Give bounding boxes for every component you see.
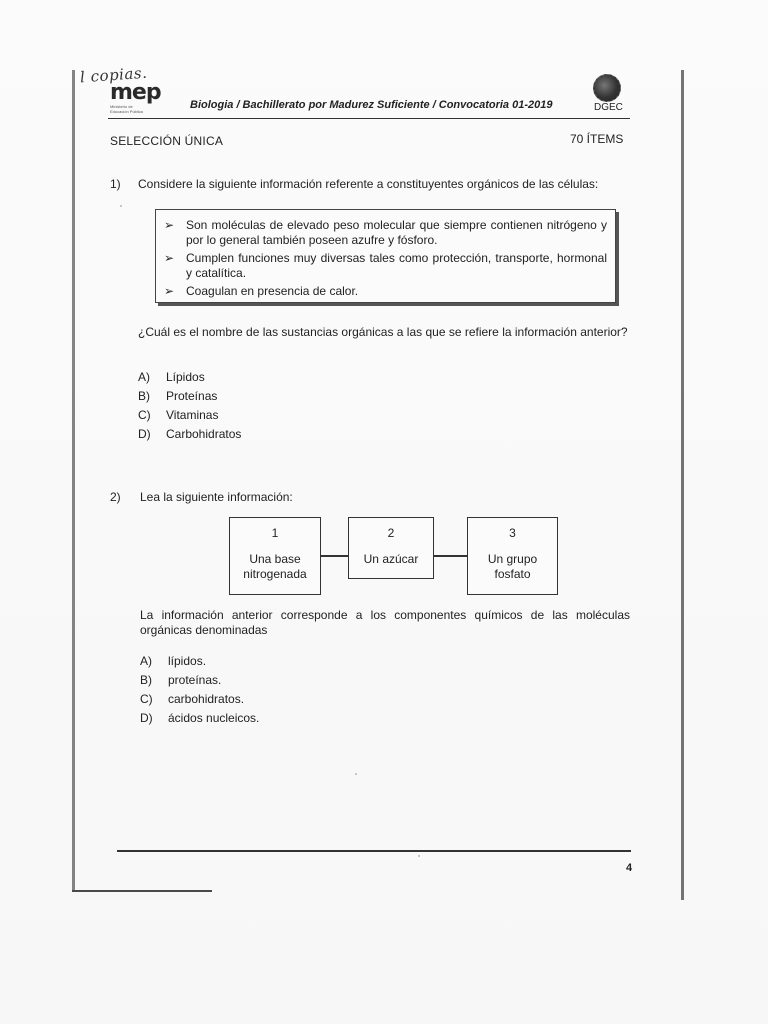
info-bullet (164, 284, 607, 299)
question-2-stem: La información anterior corresponde a los componentes químicos de las moléculas orgánicas denominadas (140, 608, 630, 637)
scan-speck (120, 205, 122, 207)
option-text: carbohidratos. (168, 692, 245, 706)
question-1-number: 1) (110, 177, 121, 191)
option-letter: C) (138, 408, 151, 422)
option-letter: A) (140, 654, 152, 668)
component-box-label: Una base nitrogenada (243, 552, 307, 581)
option-text: lípidos. (168, 654, 207, 668)
question-2-option-c[interactable] (140, 692, 244, 706)
component-box-2 (348, 517, 434, 579)
option-text: Lípidos (166, 370, 205, 384)
component-box-number: 1 (271, 526, 279, 540)
option-text: proteínas. (168, 673, 222, 687)
component-box-number: 3 (509, 526, 516, 540)
option-text: Carbohidratos (166, 427, 242, 441)
box-connector (433, 555, 467, 557)
dgec-label: DGEC (594, 102, 623, 113)
scan-speck (418, 855, 420, 857)
question-1-option-b[interactable] (138, 389, 217, 403)
info-bullet (164, 251, 607, 281)
option-letter: D) (138, 427, 151, 441)
option-text: Vitaminas (166, 408, 219, 422)
question-2-number: 2) (110, 490, 121, 504)
page-number: 4 (626, 862, 633, 874)
question-1-stem: ¿Cuál es el nombre de las sustancias orgánicas a las que se refiere la información anterior? (138, 325, 628, 339)
mep-logo: mep (110, 80, 161, 105)
box-connector (320, 555, 348, 557)
scan-edge-right (681, 70, 684, 900)
component-box-1 (229, 517, 321, 595)
arrow-bullet-icon: ➢ (164, 284, 175, 298)
info-bullet-text: Son moléculas de elevado peso molecular que siempre contienen nitrógeno y por lo general también poseen azufre y fósforo. (186, 218, 607, 247)
scan-edge-left (72, 70, 75, 890)
option-letter: B) (140, 673, 152, 687)
arrow-bullet-icon: ➢ (164, 218, 175, 232)
arrow-bullet-icon: ➢ (164, 251, 175, 265)
component-box-label: Un azúcar (363, 552, 419, 566)
option-letter: D) (140, 711, 153, 725)
question-1-option-c[interactable] (138, 408, 218, 422)
section-title: SELECCIÓN ÚNICA (110, 134, 224, 148)
question-2-option-d[interactable] (140, 711, 259, 725)
scan-edge-bottom (72, 890, 212, 892)
items-count: 70 ÍTEMS (570, 132, 624, 146)
info-bullet-text: Coagulan en presencia de calor. (186, 284, 359, 298)
mep-logo-subtext: Ministerio de Educación Pública (110, 104, 143, 114)
header-divider (108, 118, 630, 119)
handwritten-note: l copias. (79, 63, 148, 87)
question-2-prompt: Lea la siguiente información: (140, 490, 293, 504)
info-bullet (164, 218, 607, 248)
footer-divider (117, 850, 631, 852)
option-letter: A) (138, 370, 150, 384)
dgec-emblem-icon (593, 74, 621, 102)
question-2-option-a[interactable] (140, 654, 206, 668)
question-1-prompt: Considere la siguiente información referente a constituyentes orgánicos de las células: (138, 177, 599, 191)
exam-header-title: Biologia / Bachillerato por Madurez Suficiente / Convocatoria 01-2019 (190, 99, 553, 111)
info-bullet-text: Cumplen funciones muy diversas tales como protección, transporte, hormonal y catalítica. (186, 251, 607, 280)
component-box-label: Un grupo fosfato (487, 552, 538, 581)
component-box-number: 2 (387, 526, 395, 540)
question-1-option-a[interactable] (138, 370, 205, 384)
component-box-3 (467, 517, 558, 595)
option-text: Proteínas (166, 389, 218, 403)
question-1-info-box (155, 209, 616, 303)
question-1-option-d[interactable] (138, 427, 241, 441)
option-letter: C) (140, 692, 153, 706)
option-text: ácidos nucleicos. (168, 711, 260, 725)
option-letter: B) (138, 389, 150, 403)
question-2-option-b[interactable] (140, 673, 221, 687)
scan-speck (355, 773, 357, 775)
